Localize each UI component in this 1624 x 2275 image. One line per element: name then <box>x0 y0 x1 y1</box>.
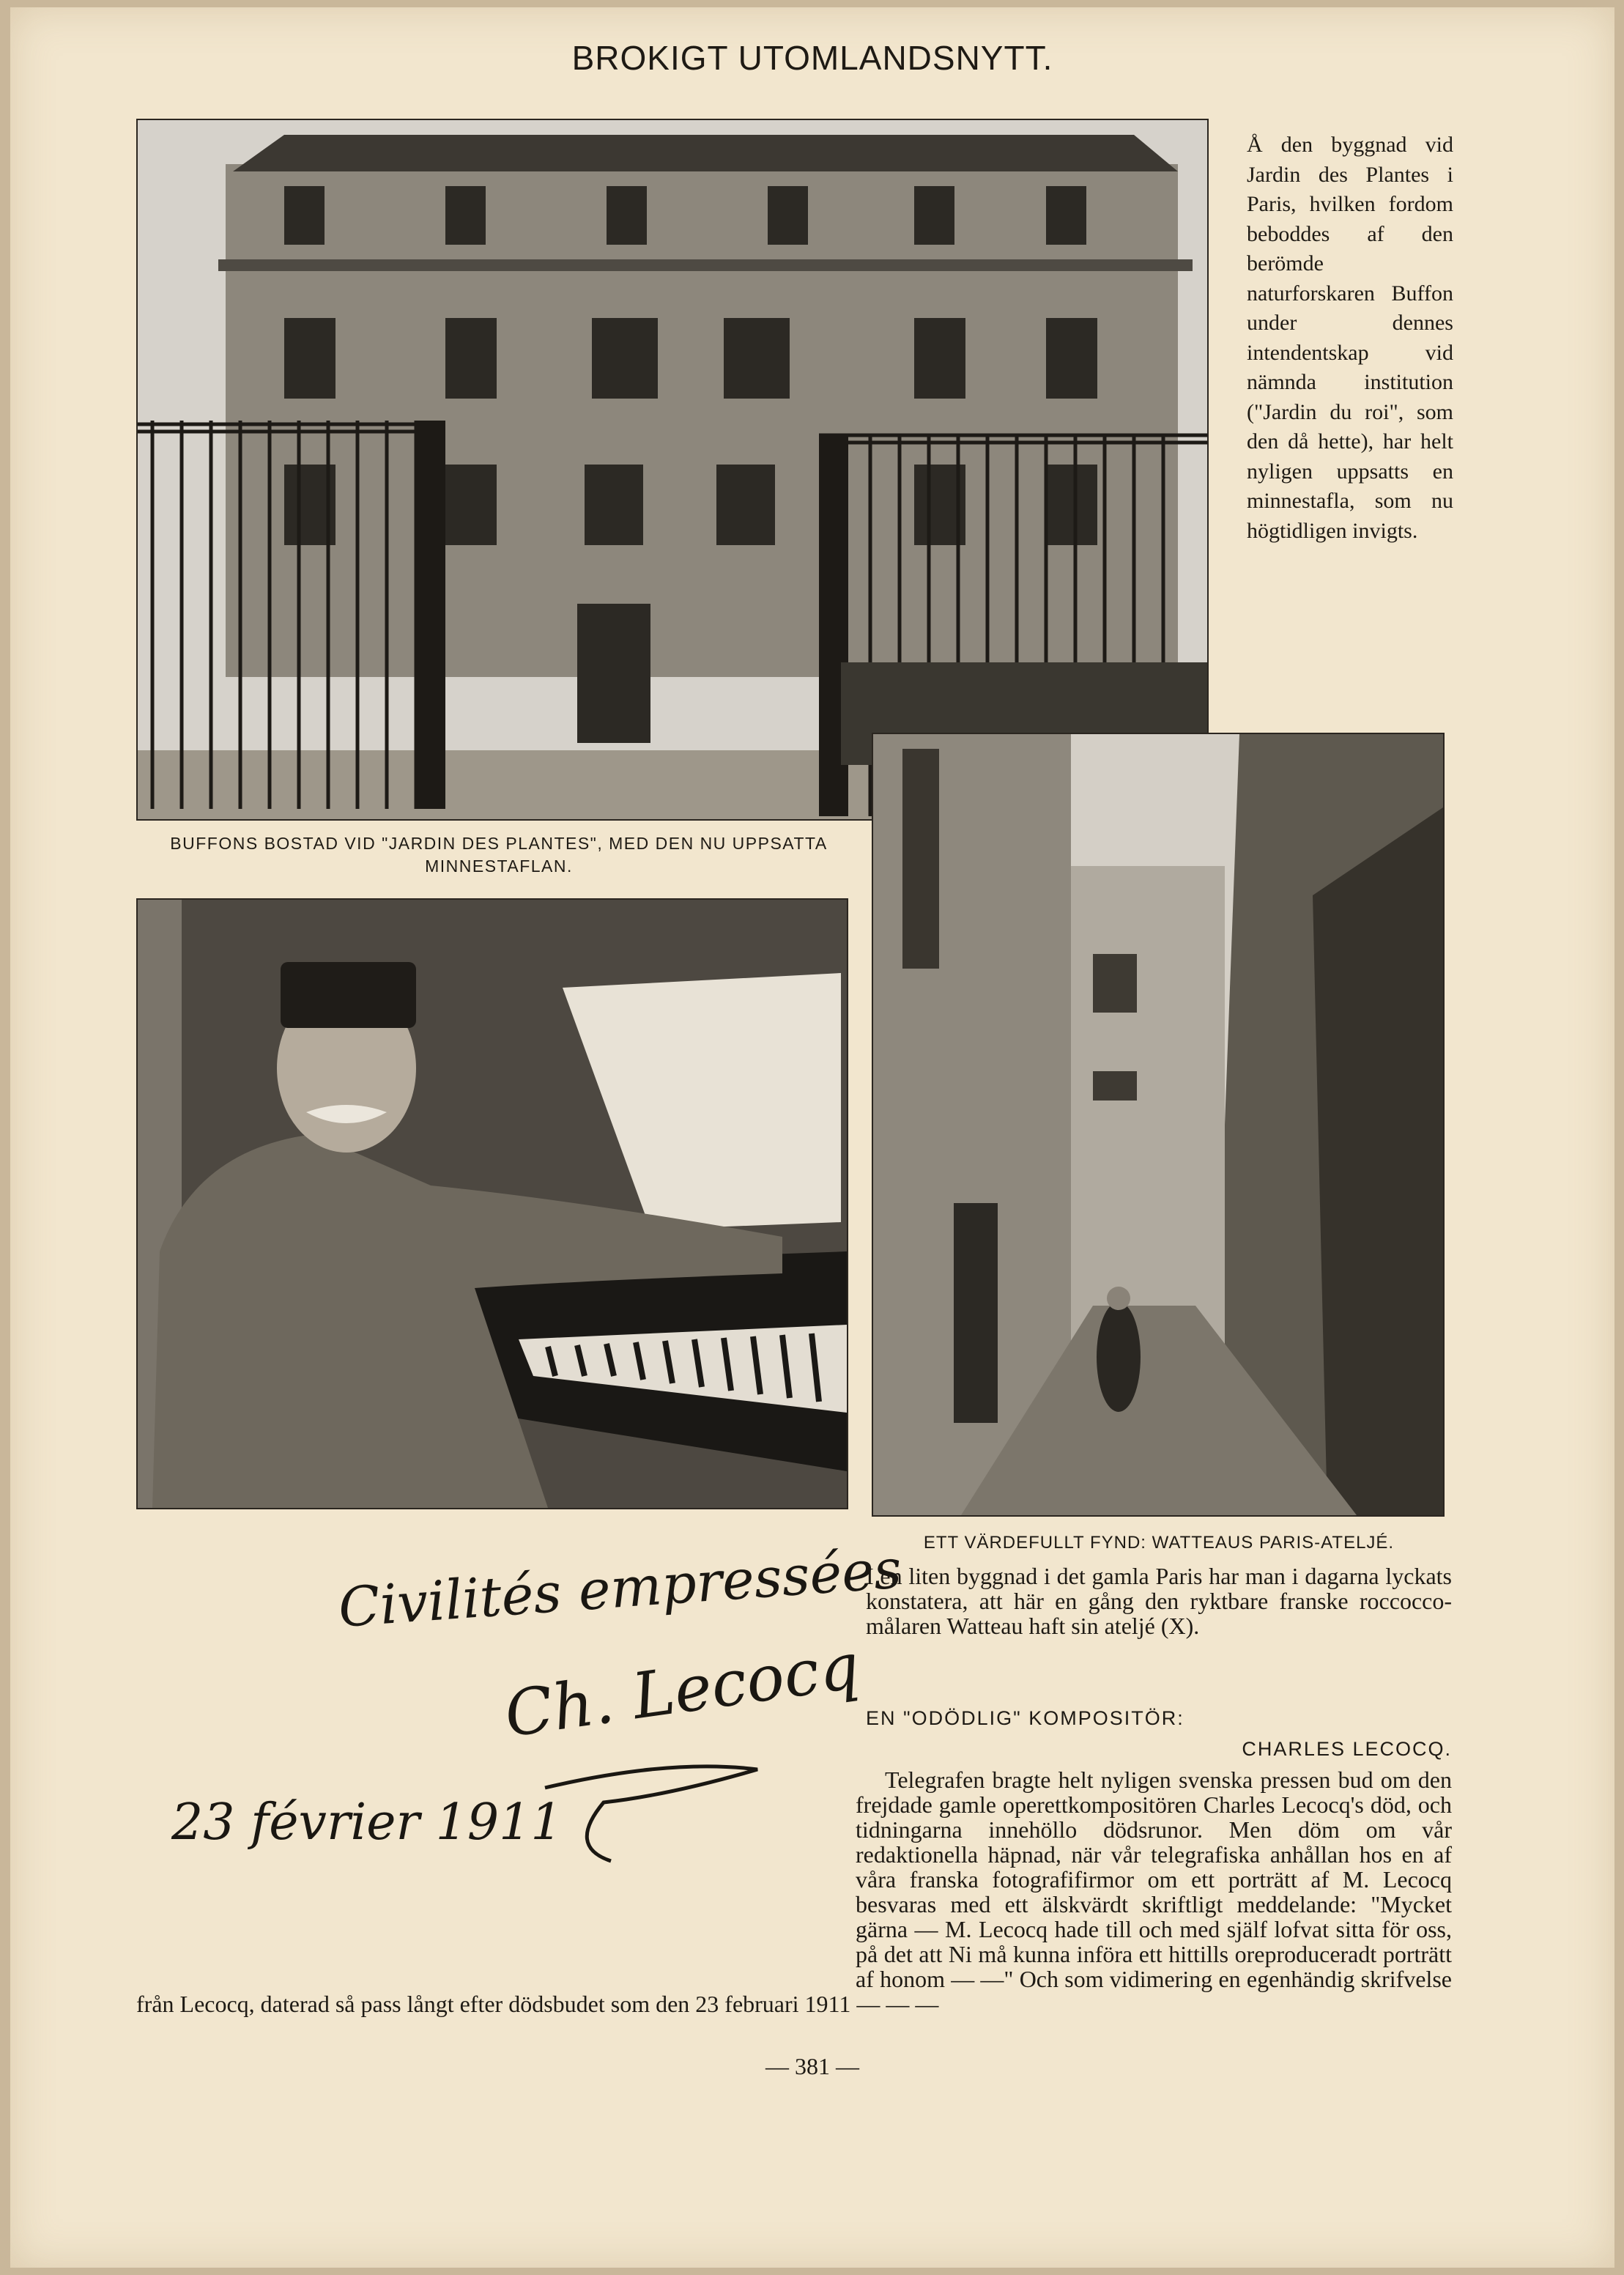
building-caption: BUFFONS BOSTAD VID "JARDIN DES PLANTES", MED DEN NU UPPSATTA MINNESTAFLAN. <box>170 834 828 876</box>
portrait-illustration <box>138 900 847 1508</box>
page-number: — 381 — <box>765 2053 859 2079</box>
building-photo <box>136 119 1209 821</box>
buffon-text: Å den byggnad vid Jardin des Plantes i Paris, hvilken fordom beboddes af den berömde naturforskaren Buffon under dennes intendentskap vid nämnda institution ("Jardin du roi", som den då hette), har helt nyligen uppsatts en minnestafla, som nu högtidligen invigts. <box>1247 133 1453 543</box>
lecocq-heading-1: EN "ODÖDLIG" KOMPOSITÖR: <box>866 1707 1184 1729</box>
text-wrap-spacer <box>136 1767 856 1977</box>
watteau-text: I en liten byggnad i det gamla Paris har man i dagarna lyckats konstatera, att här en gång den ryktbare franske roccocco-målaren Watteau haft sin ateljé (X). <box>866 1563 1452 1639</box>
page-header: BROKIGT UTOMLANDSNYTT. <box>571 39 1053 77</box>
alley-caption: ETT VÄRDEFULLT FYND: WATTEAUS PARIS-ATELJÉ. <box>923 1533 1395 1553</box>
alley-illustration <box>873 734 1443 1515</box>
lecocq-paragraph-text: Telegrafen bragte helt nyligen svenska pressen bud om den frejdade gamle operettkompositören Charles Lecocq's död, och tidningarna innehöllo dödsrunor. Men döm om vår redaktionella häpnad, när vår telegrafiska anhållan hos en af våra franska fotografifirmor om ett porträtt af M. Lecocq besvaras med ett älskvärdt skriftligt meddelande: "Mycket gärna — M. Lecocq hade till och med själf lofvat sitta för oss, på det att Ni må kunna införa ett hittills oreproduceradt porträtt af honom — —" Och som vidimering en egenhändig skrifvelse från Lecocq, daterad så pass långt efter dödsbudet som den 23 februari 1911 — — — <box>136 1767 1452 2017</box>
svg-text:Ch. Lecocq: Ch. Lecocq <box>500 1629 864 1752</box>
alley-photo <box>872 733 1445 1517</box>
portrait-photo <box>136 898 848 1509</box>
svg-text:Civilités empressées: Civilités empressées <box>336 1537 904 1640</box>
magazine-page <box>10 7 1614 2268</box>
lecocq-heading-2: CHARLES LECOCQ. <box>1242 1738 1452 1760</box>
svg-text:23 février 1911: 23 février 1911 <box>171 1794 563 1852</box>
lecocq-paragraph <box>136 1767 1452 2016</box>
building-illustration <box>138 120 1207 819</box>
